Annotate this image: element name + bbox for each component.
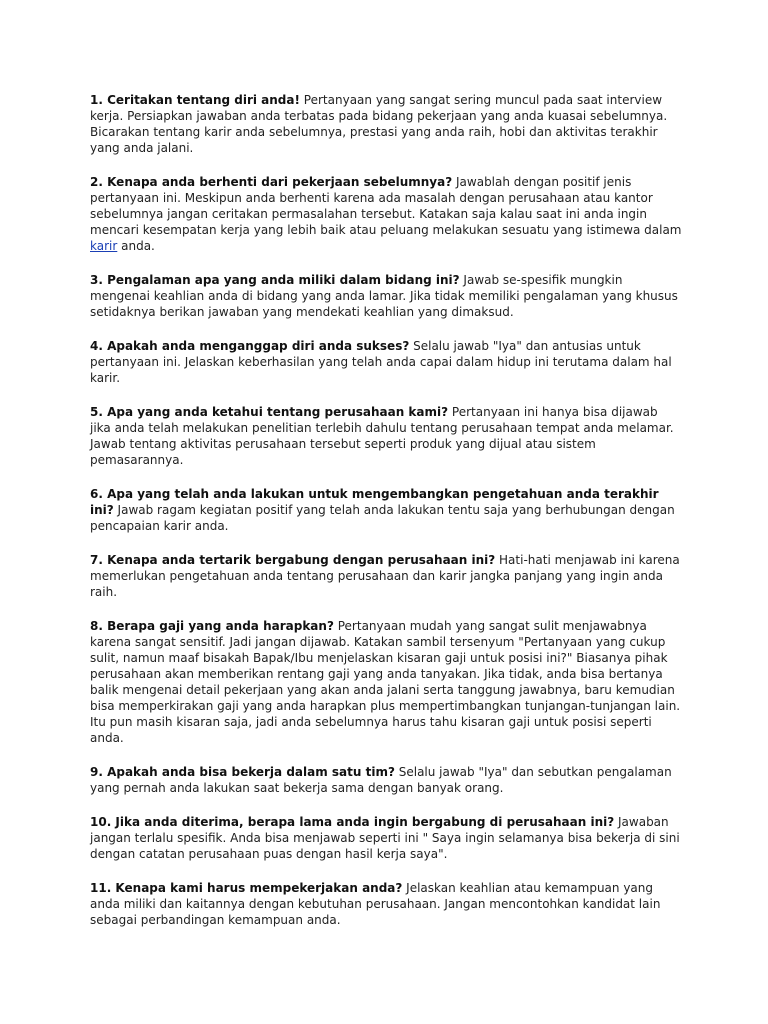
list-item xyxy=(90,338,682,386)
list-item xyxy=(90,814,682,862)
answer-text: Pertanyaan ini hanya bisa dijawab jika anda telah melakukan penelitian terlebih dahulu tentang perusahaan tempat anda melamar. Jawab tentang aktivitas perusahaan tersebut seperti produk yang dijual atau sistem pemasarannya. xyxy=(90,405,674,467)
answer-text: Jelaskan keahlian atau kemampuan yang anda miliki dan kaitannya dengan kebutuhan perusahaan. Jangan mencontohkan kandidat lain sebagai perbandingan kemampuan anda. xyxy=(90,881,661,927)
list-item xyxy=(90,404,682,468)
answer-text: Hati-hati menjawab ini karena memerlukan pengetahuan anda tentang perusahaan dan karir jangka panjang yang ingin anda raih. xyxy=(90,553,680,599)
list-item xyxy=(90,486,682,534)
answer-text-end: anda. xyxy=(117,239,155,253)
list-item xyxy=(90,764,682,796)
answer-text: Selalu jawab "Iya" dan antusias untuk pertanyaan ini. Jelaskan keberhasilan yang telah anda capai dalam hidup ini terutama dalam hal karir. xyxy=(90,339,672,385)
list-item xyxy=(90,272,682,320)
document-page xyxy=(90,92,682,946)
question-text: 6. Apa yang telah anda lakukan untuk mengembangkan pengetahuan anda terakhir ini? xyxy=(90,487,659,517)
answer-text: Pertanyaan yang sangat sering muncul pada saat interview kerja. Persiapkan jawaban anda terbatas pada bidang pekerjaan yang anda kuasai sebelumnya. Bicarakan tentang karir anda sebelumnya, prestasi yang anda raih, hobi dan aktivitas terakhir yang anda jalani. xyxy=(90,93,668,155)
answer-text: Selalu jawab "Iya" dan sebutkan pengalaman yang pernah anda lakukan saat bekerja sama dengan banyak orang. xyxy=(90,765,672,795)
question-text: 5. Apa yang anda ketahui tentang perusahaan kami? xyxy=(90,405,449,419)
answer-text: Pertanyaan mudah yang sangat sulit menjawabnya karena sangat sensitif. Jadi jangan dijawab. Katakan sambil tersenyum "Pertanyaan yang cukup sulit, namun maaf bisakah Bapak/Ibu menjelaskan kisaran gaji untuk posisi ini?" Biasanya pihak perusahaan akan memberikan rentang gaji yang anda tanyakan. Jika tidak, anda bisa bertanya balik mengenai detail pekerjaan yang akan anda jalani serta tanggung jawabnya, baru kemudian bisa memperkirakan gaji yang anda harapkan plus mempertimbangkan tunjangan-tunjangan lain. Itu pun masih kisaran saja, jadi anda sebelumnya harus tahu kisaran gaji untuk posisi seperti anda. xyxy=(90,619,681,745)
question-text: 7. Kenapa anda tertarik bergabung dengan perusahaan ini? xyxy=(90,553,496,567)
question-text: 1. Ceritakan tentang diri anda! xyxy=(90,93,300,107)
list-item xyxy=(90,552,682,600)
question-text: 8. Berapa gaji yang anda harapkan? xyxy=(90,619,334,633)
question-text: 3. Pengalaman apa yang anda miliki dalam bidang ini? xyxy=(90,273,460,287)
answer-text: Jawaban jangan terlalu spesifik. Anda bisa menjawab seperti ini " Saya ingin selamanya bisa bekerja di sini dengan catatan perusahaan puas dengan hasil kerja saya". xyxy=(90,815,680,861)
question-text: 4. Apakah anda menganggap diri anda sukses? xyxy=(90,339,410,353)
karir-link[interactable]: karir xyxy=(90,239,118,253)
list-item xyxy=(90,618,682,746)
answer-text: Jawablah dengan positif jenis pertanyaan ini. Meskipun anda berhenti karena ada masalah dengan perusahaan atau kantor sebelumnya jangan ceritakan permasalahan tersebut. Katakan saja kalau saat ini anda ingin mencari kesempatan kerja yang lebih baik atau peluang melakukan sesuatu yang istimewa dalam xyxy=(90,175,682,237)
question-text: 9. Apakah anda bisa bekerja dalam satu tim? xyxy=(90,765,395,779)
answer-text: Jawab ragam kegiatan positif yang telah anda lakukan tentu saja yang berhubungan dengan pencapaian karir anda. xyxy=(90,503,675,533)
question-text: 11. Kenapa kami harus mempekerjakan anda? xyxy=(90,881,403,895)
answer-text: Jawab se-spesifik mungkin mengenai keahlian anda di bidang yang anda lamar. Jika tidak memiliki pengalaman yang khusus setidaknya berikan jawaban yang mendekati keahlian yang dimaksud. xyxy=(90,273,678,319)
question-text: 10. Jika anda diterima, berapa lama anda ingin bergabung di perusahaan ini? xyxy=(90,815,615,829)
list-item xyxy=(90,174,682,254)
list-item xyxy=(90,92,682,156)
question-text: 2. Kenapa anda berhenti dari pekerjaan sebelumnya? xyxy=(90,175,453,189)
list-item xyxy=(90,880,682,928)
